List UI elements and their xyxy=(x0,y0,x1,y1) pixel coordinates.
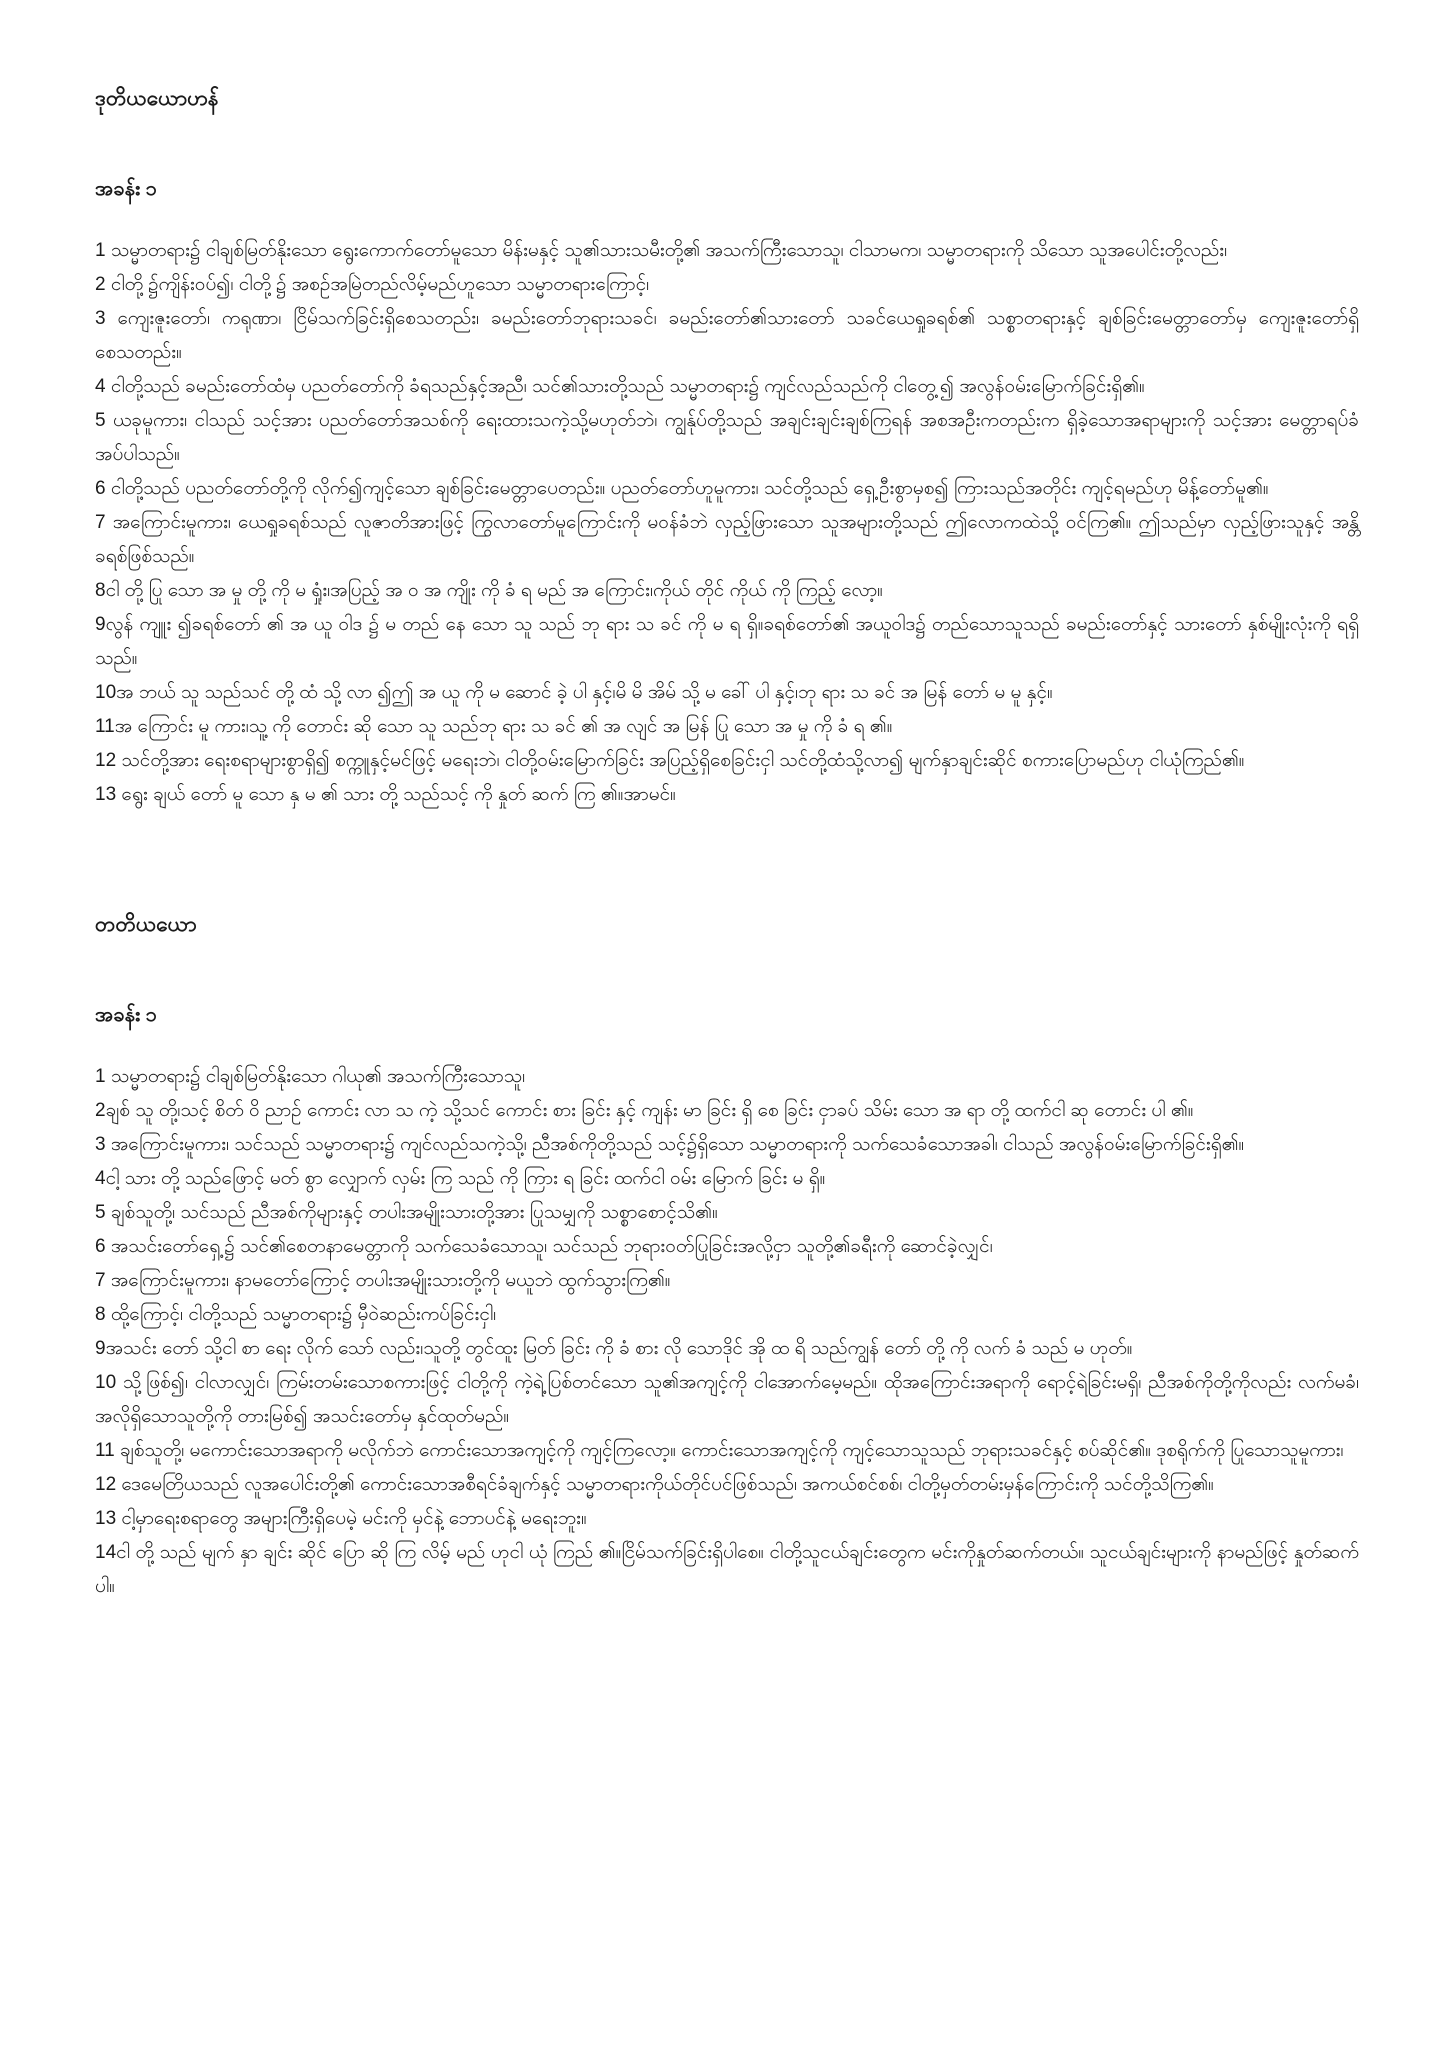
verse: 13 ရွေး ချယ် တော် မူ သော နှ မ ၏ သား တို့ သည်သင့် ကို နှုတ် ဆက် ကြ ၏။အာမင်။ xyxy=(95,784,676,805)
verse: 9လွန် ကျူး ၍ခရစ်တော် ၏ အ ယူ ဝါဒ ၌ မ တည် နေ သော သူ သည် ဘု ရား သ ခင် ကို မ ရ ရှိ။ခရစ်တော်၏ အယူဝါဒ၌ တည်သောသူသည် ခမည်းတော်နှင့် သားတော် နှစ်မျိုးလုံးကို ရရှိသည်။ xyxy=(95,614,1359,669)
verse: 8ငါ တို့ ပြု သော အ မှု တို့ ကို မ ရှုံး၊အပြည့် အ ဝ အ ကျိုး ကို ခံ ရ မည် အ ကြောင်း၊ကိုယ် တိုင် ကိုယ် ကို ကြည့် လော့။ xyxy=(95,580,883,601)
verse: 11 ချစ်သူတို့၊ မကောင်းသောအရာကို မလိုက်ဘဲ ကောင်းသောအကျင့်ကို ကျင့်ကြလော့။ ကောင်းသောအကျင့်ကို ကျင့်သောသူသည် ဘုရားသခင်နှင့် စပ်ဆိုင်၏။ ဒုစရိုက်ကို ပြုသောသူမူကား၊ xyxy=(95,1440,1344,1461)
verse: 9အသင်း တော် သို့ငါ စာ ရေး လိုက် သော် လည်း၊သူတို့ တွင်ထူး မြတ် ခြင်း ကို ခံ စား လို သောဒိုင် အို ထ ရိ သည်ကျွန် တော် တို့ ကို လက် ခံ သည် မ ဟုတ်။ xyxy=(95,1338,1133,1359)
verse: 2ချစ် သူ တို့၊သင့် စိတ် ဝိ ညာဉ် ကောင်း လာ သ ကဲ့ သို့သင် ကောင်း စား ခြင်း နှင့် ကျန်း မာ ခြင်း ရှိ စေ ခြင်း ငှာခပ် သိမ်း သော အ ရာ တို့ ထက်ငါ ဆု တောင်း ပါ ၏။ xyxy=(95,1100,1194,1121)
chapter-heading: အခန်း ၁ xyxy=(95,1004,157,1026)
verse: 1 သမ္မာတရား၌ ငါချစ်မြတ်နိုးသော ရွေးကောက်တော်မူသော မိန်းမနှင့် သူ၏သားသမီးတို့၏ အသက်ကြီးသောသူ၊ ငါသာမက၊ သမ္မာတရားကို သိသော သူအပေါင်းတို့လည်း၊ xyxy=(95,240,1228,261)
verse: 4ငါ့ သား တို့ သည်ဖြောင့် မတ် စွာ လျှောက် လှမ်း ကြ သည် ကို ကြား ရ ခြင်း ထက်ငါ ဝမ်း မြောက် ခြင်း မ ရှိ။ xyxy=(95,1168,826,1189)
chapter-heading: အခန်း ၁ xyxy=(95,178,157,200)
verse: 5 ချစ်သူတို့၊ သင်သည် ညီအစ်ကိုများနှင့် တပါးအမျိုးသားတို့အား ပြုသမျှကို သစ္စာစောင့်သိ၏။ xyxy=(95,1202,718,1223)
verses-list xyxy=(95,1060,1359,1604)
verse: 11အ ကြောင်း မူ ကား၊သူ့ ကို တောင်း ဆို သော သူ သည်ဘု ရား သ ခင် ၏ အ လျင် အ မြန် ပြု သော အ မှု ကို ခံ ရ ၏။ xyxy=(95,716,893,737)
verse: 12 သင်တို့အား ရေးစရာများစွာရှိ၍ စက္ကူနှင့်မင်ဖြင့် မရေးဘဲ၊ ငါတို့ဝမ်းမြောက်ခြင်း အပြည့်ရှိစေခြင်းငှါ သင်တို့ထံသို့လာ၍ မျက်နှာချင်းဆိုင် စကားပြောမည်ဟု ငါယုံကြည်၏။ xyxy=(95,750,1245,771)
verse: 1 သမ္မာတရား၌ ငါချစ်မြတ်နိုးသော ဂါယု၏ အသက်ကြီးသောသူ၊ xyxy=(95,1066,526,1087)
verse: 3 အကြောင်းမူကား၊ သင်သည် သမ္မာတရား၌ ကျင်လည်သကဲ့သို့၊ ညီအစ်ကိုတို့သည် သင့်၌ရှိသော သမ္မာတရားကို သက်သေခံသောအခါ၊ ငါသည် အလွန်ဝမ်းမြောက်ခြင်းရှိ၏။ xyxy=(95,1134,1245,1155)
verse: 7 အကြောင်းမူကား၊ နာမတော်ကြောင့် တပါးအမျိုးသားတို့ကို မယူဘဲ ထွက်သွားကြ၏။ xyxy=(95,1270,671,1291)
verse: 5 ယခုမူကား၊ ငါသည် သင့်အား ပညတ်တော်အသစ်ကို ရေးထားသကဲ့သို့မဟုတ်ဘဲ၊ ကျွန်ုပ်တို့သည် အချင်းချင်းချစ်ကြရန် အစအဦးကတည်းက ရှိခဲ့သောအရာများကို သင့်အား မေတ္တာရပ်ခံအပ်ပါသည်။ xyxy=(95,410,1359,465)
book-title: ဒုတိယယောဟန် xyxy=(95,87,219,110)
verse: 6 အသင်းတော်ရှေ့၌ သင်၏စေတနာမေတ္တာကို သက်သေခံသောသူ၊ သင်သည် ဘုရားဝတ်ပြုခြင်းအလို့ငှာ သူတို့၏ခရီးကို ဆောင်ခဲ့လျှင်၊ xyxy=(95,1236,993,1257)
verse: 8 ထို့ကြောင့်၊ ငါတို့သည် သမ္မာတရား၌ မှီဝဲဆည်းကပ်ခြင်းငှါ၊ xyxy=(95,1304,497,1325)
book-title: တတိယယော xyxy=(95,913,197,936)
verse: 10 သို့ဖြစ်၍၊ ငါလာလျှင်၊ ကြမ်းတမ်းသောစကားဖြင့် ငါတို့ကို ကဲ့ရဲ့ပြစ်တင်သော သူ၏အကျင့်ကို ငါအောက်မေ့မည်။ ထိုအကြောင်းအရာကို ရောင့်ရဲခြင်းမရှိ၊ ညီအစ်ကိုတို့ကိုလည်း လက်မခံ၊ အလိုရှိသောသူတို့ကို တားမြစ်၍ အသင်းတော်မှ နှင်ထုတ်မည်။ xyxy=(95,1372,1359,1427)
book-section-third-john xyxy=(95,908,1359,1604)
verse: 7 အကြောင်းမူကား၊ ယေရှုခရစ်သည် လူဇာတိအားဖြင့် ကြွလာတော်မူကြောင်းကို မဝန်ခံဘဲ လှည့်ဖြားသော သူအများတို့သည် ဤလောကထဲသို့ ဝင်ကြ၏။ ဤသည်မှာ လှည့်ဖြားသူနှင့် အန္တိခရစ်ဖြစ်သည်။ xyxy=(95,512,1359,567)
verse: 4 ငါတို့သည် ခမည်းတော်ထံမှ ပညတ်တော်ကို ခံရသည်နှင့်အညီ၊ သင်၏သားတို့သည် သမ္မာတရား၌ ကျင်လည်သည်ကို ငါတွေ့၍ အလွန်ဝမ်းမြောက်ခြင်းရှိ၏။ xyxy=(95,376,1145,397)
verses-list xyxy=(95,234,1359,812)
verse: 13 ငါ့မှာရေးစရာတွေ အများကြီးရှိပေမဲ့ မင်းကို မှင်နဲ့ ဘောပင်နဲ့ မရေးဘူး။ xyxy=(95,1508,587,1529)
verse: 12 ဒေမေတြိယသည် လူအပေါင်းတို့၏ ကောင်းသောအစီရင်ခံချက်နှင့် သမ္မာတရားကိုယ်တိုင်ပင်ဖြစ်သည်၊ အကယ်စင်စစ်၊ ငါတို့မှတ်တမ်းမှန်ကြောင်းကို သင်တို့သိကြ၏။ xyxy=(95,1474,1214,1495)
verse: 6 ငါတို့သည် ပညတ်တော်တို့ကို လိုက်၍ကျင့်သော ချစ်ခြင်းမေတ္တာပေတည်း။ ပညတ်တော်ဟူမူကား၊ သင်တို့သည် ရှေ့ဦးစွာမှစ၍ ကြားသည်အတိုင်း ကျင့်ရမည်ဟု မိန့်တော်မူ၏။ xyxy=(95,478,1269,499)
verse: 3 ကျေးဇူးတော်၊ ကရုဏာ၊ ငြိမ်သက်ခြင်းရှိစေသတည်း၊ ခမည်းတော်ဘုရားသခင်၊ ခမည်းတော်၏သားတော် သခင်ယေရှုခရစ်၏ သစ္စာတရားနှင့် ချစ်ခြင်းမေတ္တာတော်မှ ကျေးဇူးတော်ရှိစေသတည်း။ xyxy=(95,308,1359,363)
verse: 14ငါ တို့ သည် မျက် နှာ ချင်း ဆိုင် ပြော ဆို ကြ လိမ့် မည် ဟုငါ ယုံ ကြည် ၏။ငြိမ်သက်ခြင်းရှိပါစေ။ ငါတို့သူငယ်ချင်းတွေက မင်းကိုနှုတ်ဆက်တယ်။ သူငယ်ချင်းများကို နာမည်ဖြင့် နှုတ်ဆက်ပါ။ xyxy=(95,1542,1359,1597)
verse: 10အ ဘယ် သူ သည်သင် တို့ ထံ သို့ လာ ၍ဤ အ ယူ ကို မ ဆောင် ခဲ့ ပါ နှင့်၊မိ မိ အိမ် သို့ မ ခေါ် ပါ နှင့်၊ဘု ရား သ ခင် အ မြန် တော် မ မူ နှင့်။ xyxy=(95,682,1053,703)
book-section-second-john xyxy=(95,82,1359,812)
verse: 2 ငါတို့၌ကျိန်းဝပ်၍၊ ငါတို့၌ အစဉ်အမြဲတည်လိမ့်မည်ဟူသော သမ္မာတရားကြောင့်၊ xyxy=(95,274,650,295)
